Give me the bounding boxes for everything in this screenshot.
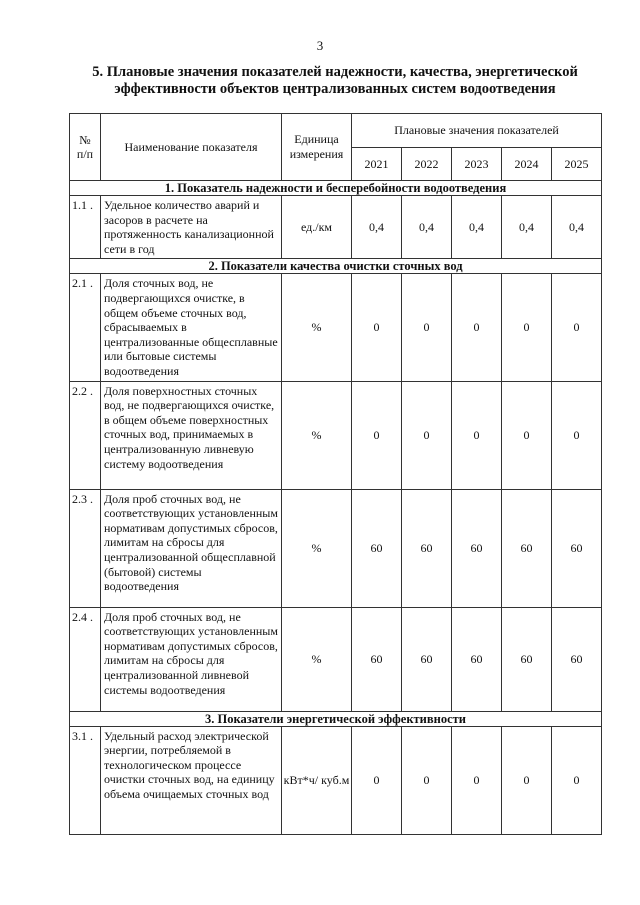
value-cell: 0: [402, 726, 452, 834]
unit-cell: %: [282, 274, 352, 381]
section-title: 2. Показатели качества очистки сточных вод: [70, 259, 602, 274]
indicator-name: Доля поверхностных сточных вод, не подвергающихся очистке, в общем объеме поверхностных сточных вод, принимаемых в централизованную ливневую систему водоотведения: [101, 381, 282, 489]
value-cell: 0: [352, 274, 402, 381]
header-year: 2023: [452, 148, 502, 181]
table-row: [70, 489, 602, 607]
value-cell: 0: [452, 274, 502, 381]
value-cell: 0: [552, 381, 602, 489]
row-number: 3.1 .: [70, 726, 101, 834]
unit-cell: ед./км: [282, 196, 352, 259]
value-cell: 60: [502, 607, 552, 711]
unit-cell: %: [282, 489, 352, 607]
unit-cell: %: [282, 381, 352, 489]
value-cell: 0,4: [352, 196, 402, 259]
value-cell: 0: [502, 381, 552, 489]
indicator-name: Удельный расход электрической энергии, потребляемой в технологическом процессе очистки сточных вод, на единицу объема очищаемых сточных вод: [101, 726, 282, 834]
value-cell: 0,4: [552, 196, 602, 259]
row-number: 2.2 .: [70, 381, 101, 489]
value-cell: 0: [502, 274, 552, 381]
value-cell: 0,4: [502, 196, 552, 259]
header-name: Наименование показателя: [101, 114, 282, 181]
header-year: 2025: [552, 148, 602, 181]
header-unit: Единица измерения: [282, 114, 352, 181]
row-number: 1.1 .: [70, 196, 101, 259]
header-num: № п/п: [70, 114, 101, 181]
value-cell: 60: [552, 489, 602, 607]
unit-cell: %: [282, 607, 352, 711]
value-cell: 0: [402, 274, 452, 381]
value-cell: 0: [402, 381, 452, 489]
row-number: 2.3 .: [70, 489, 101, 607]
row-number: 2.4 .: [70, 607, 101, 711]
header-year: 2022: [402, 148, 452, 181]
document-title: 5. Плановые значения показателей надежности, качества, энергетической эффективности объектов централизованных систем водоотведения: [92, 64, 578, 97]
value-cell: 0: [352, 381, 402, 489]
value-cell: 0,4: [452, 196, 502, 259]
value-cell: 60: [452, 607, 502, 711]
unit-cell: кВт*ч/ куб.м: [282, 726, 352, 834]
value-cell: 60: [552, 607, 602, 711]
indicator-name: Доля проб сточных вод, не соответствующих установленным нормативам допустимых сбросов, лимитам на сбросы для централизованной ливневой системы водоотведения: [101, 607, 282, 711]
value-cell: 0: [452, 381, 502, 489]
value-cell: 60: [352, 489, 402, 607]
section-title: 1. Показатель надежности и бесперебойности водоотведения: [70, 181, 602, 196]
value-cell: 60: [402, 607, 452, 711]
table-row: [70, 196, 602, 259]
page-number: 3: [316, 38, 324, 53]
row-number: 2.1 .: [70, 274, 101, 381]
table-row: [70, 607, 602, 711]
value-cell: 60: [502, 489, 552, 607]
value-cell: 0,4: [402, 196, 452, 259]
table-row: [70, 726, 602, 834]
indicator-name: Удельное количество аварий и засоров в расчете на протяженность канализационной сети в год: [101, 196, 282, 259]
value-cell: 0: [352, 726, 402, 834]
table-row: [70, 274, 602, 381]
header-year: 2024: [502, 148, 552, 181]
value-cell: 0: [452, 726, 502, 834]
indicator-name: Доля сточных вод, не подвергающихся очистке, в общем объеме сточных вод, сбрасываемых в централизованные общесплавные или бытовые системы водоотведения: [101, 274, 282, 381]
indicators-table: [69, 113, 602, 835]
value-cell: 0: [502, 726, 552, 834]
value-cell: 0: [552, 726, 602, 834]
value-cell: 60: [452, 489, 502, 607]
header-year: 2021: [352, 148, 402, 181]
header-planned-values: Плановые значения показателей: [352, 114, 602, 148]
value-cell: 0: [552, 274, 602, 381]
indicator-name: Доля проб сточных вод, не соответствующих установленным нормативам допустимых сбросов, лимитам на сбросы для централизованной общесплавной (бытовой) системы водоотведения: [101, 489, 282, 607]
section-title: 3. Показатели энергетической эффективности: [70, 711, 602, 726]
value-cell: 60: [352, 607, 402, 711]
table-row: [70, 381, 602, 489]
value-cell: 60: [402, 489, 452, 607]
